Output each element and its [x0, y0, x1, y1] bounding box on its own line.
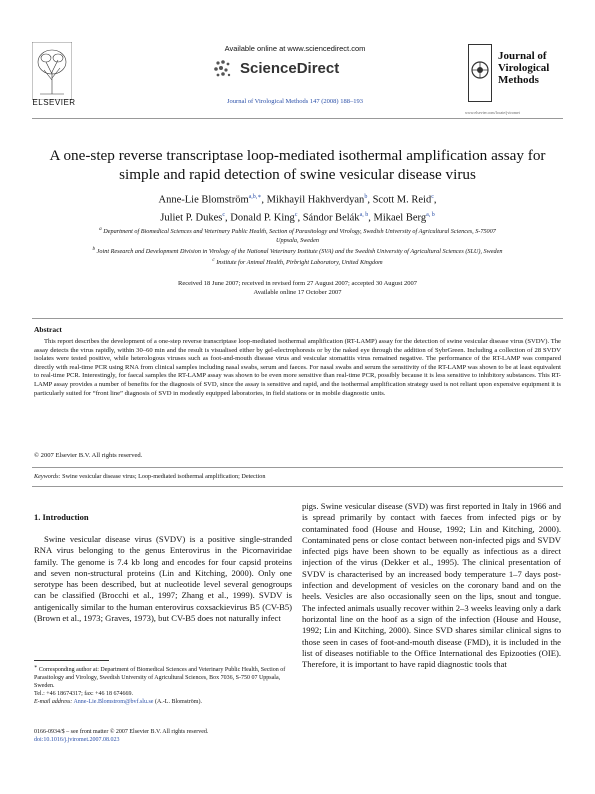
- affiliation-a: [90, 225, 505, 245]
- author-line-1: [60, 190, 535, 208]
- author-name: Sándor Belák: [302, 212, 360, 223]
- author-affil-mark[interactable]: c: [431, 194, 434, 200]
- footnote-text: Corresponding author at: Department of Biomedical Sciences and Veterinary Public Health, Section of Parasitology and Virology, Swedish University of Agricultural Sciences, Box 7036, S-750 07 Uppsala, Sweden.: [34, 667, 286, 689]
- email-link[interactable]: Anne-Lie.Blomstrom@bvf.slu.se: [73, 699, 154, 705]
- author-separator: ,: [368, 212, 374, 223]
- author-name: Mikael Berg: [373, 212, 427, 223]
- author-affil-mark[interactable]: a, b: [359, 211, 369, 218]
- affiliations: [90, 225, 505, 267]
- abstract-divider: [32, 318, 563, 319]
- affiliation-text: Department of Biomedical Sciences and Veterinary Public Health, Section of Parasitology and Virology, Swedish University of Agricultural Sciences, S-75007 Uppsala, Sweden: [103, 228, 496, 245]
- keywords-divider: [32, 467, 563, 468]
- footnote-email-line: [34, 698, 292, 706]
- issn-block: [34, 728, 294, 744]
- keywords-bottom-divider: [32, 486, 563, 487]
- affiliation-mark: a: [99, 226, 102, 232]
- footnote-mark: ∗: [34, 665, 38, 670]
- intro-heading: 1. Introduction: [34, 512, 89, 522]
- affiliation-text: Joint Research and Development Division in Virology of the National Veterinary Institute (SVA) and the Swedish University of Agricultural Sciences (SLU), Sweden: [96, 248, 503, 256]
- email-suffix: (A.-L. Blomström).: [153, 699, 202, 705]
- affiliation-b: [90, 245, 505, 256]
- affiliation-text: Institute for Animal Health, Pirbright Laboratory, United Kingdom: [216, 259, 383, 267]
- keywords-label: Keywords:: [34, 473, 61, 480]
- author-affil-mark[interactable]: a, b: [426, 211, 435, 218]
- abstract-heading: Abstract: [34, 325, 62, 334]
- author-separator: ,: [225, 212, 231, 223]
- keywords-text: Swine vesicular disease virus; Loop-mediated isothermal amplification; Detection: [60, 473, 266, 480]
- available-date: Available online 17 October 2007: [253, 288, 342, 296]
- elsevier-tree-logo-icon: [32, 42, 72, 100]
- author-line-2: [60, 208, 535, 226]
- email-label: E-mail address:: [34, 699, 73, 705]
- issn-line: 0166-0934/$ – see front matter © 2007 Elsevier B.V. All rights reserved.: [34, 729, 209, 735]
- author-name: Scott M. Reid: [372, 194, 432, 206]
- article-dates: [120, 280, 475, 297]
- author-separator: ,: [261, 194, 267, 206]
- abstract-copyright: © 2007 Elsevier B.V. All rights reserved.: [34, 452, 143, 459]
- author-separator: ,: [367, 194, 373, 206]
- author-separator: ,: [297, 212, 303, 223]
- author-affil-mark[interactable]: a,b,∗: [248, 194, 262, 200]
- doi-link[interactable]: doi:10.1016/j.jviromet.2007.08.023: [34, 737, 120, 743]
- journal-name: Journal of Virological Methods: [498, 50, 550, 86]
- author-name: Donald P. King: [230, 212, 295, 223]
- affiliation-c: [90, 256, 505, 267]
- author-list: [60, 190, 535, 225]
- footnote-body: [34, 664, 292, 690]
- abstract-text: This report describes the development of a one-step reverse transcriptase loop-mediated isothermal amplification (RT-LAMP) assay for the detection of swine vesicular disease virus (SVDV). The assay detects the virus rapidly, within 30–60 min and the result is visualised either by gel-electrophoresis or by the naked eye through the addition of SybrGreen. Including a collection of 28 SVDV isolates were tested positive, while heterologous viruses such as foot-and-mouth disease virus and vesicular stomatitis virus remained negative. The performance of the RT-LAMP was compared directly with real-time PCR using RNA from clinical samples including nasal swabs, serum and faeces. For nasal swabs and serum the sensitivity of the RT-LAMP was shown to be at least equivalent to real-time PCR. Interestingly, for faecal samples the RT-LAMP assay was shown to be even more sensitive than real-time PCR, possibly because it is less sensitive to inhibitory substances. This RT-LAMP assay provides a number of benefits for the diagnosis of SVD, since the assay is sensitive and rapid, and the isothermal amplification strategy used is not reliant upon expensive equipment it is particularly suited for “front line” diagnosis of SVD in modestly equipped laboratories, in field stations or in mobile diagnostic units.: [34, 338, 561, 397]
- sciencedirect-wordmark: ScienceDirect: [240, 60, 340, 77]
- publisher-wordmark: ELSEVIER: [32, 98, 76, 107]
- author-affil-mark[interactable]: b: [364, 194, 368, 200]
- intro-left-column: Swine vesicular disease virus (SVDV) is a positive single-stranded RNA virus belonging to the genus Enterovirus in the Picornaviridae family. The genome is 7.4 kb long and encodes for four capsid proteins and seven non-structural proteins (Lin and Kitching, 2000). Only one serotype has been described, but at nucleotide level several genogroups can be classified (Brocchi et al., 1997; Zhang et al., 1999). SVDV is antigenically similar to the human enterovirus coxsackievirus B5 (CV-B5) (Brown et al., 1973; Graves, 1973), but CV-B5 does not naturally infect: [34, 534, 292, 624]
- footnote-tel: Tel.: +46 18674317; fax: +46 18 674669.: [34, 691, 134, 697]
- journal-reference[interactable]: Journal of Virological Methods 147 (2008) 188–193: [227, 98, 363, 105]
- journal-url[interactable]: www.elsevier.com/locate/jviromet: [465, 110, 520, 115]
- author-name: Juliet P. Dukes: [160, 212, 223, 223]
- affiliation-mark: c: [212, 257, 215, 264]
- author-name: Anne-Lie Blomström: [158, 194, 249, 206]
- author-separator: ,: [433, 194, 437, 206]
- paper-title: A one-step reverse transcriptase loop-mediated isothermal amplification assay for simple and rapid detection of swine vesicular disease virus: [49, 147, 546, 183]
- author-affil-mark[interactable]: c: [222, 211, 226, 218]
- author-affil-mark[interactable]: c: [294, 211, 298, 218]
- affiliation-mark: b: [92, 246, 96, 253]
- corresponding-author-footnote: [34, 664, 292, 706]
- header-divider: [32, 118, 563, 119]
- author-name: Mikhayil Hakhverdyan: [266, 194, 365, 206]
- keywords: [34, 473, 265, 480]
- received-dates: Received 18 June 2007; received in revised form 27 August 2007; accepted 30 August 2007: [177, 280, 417, 287]
- journal-cover-logo-icon: [468, 44, 492, 102]
- available-online-text: Available online at www.sciencedirect.com: [224, 44, 366, 53]
- footnote-rule: [34, 660, 109, 661]
- intro-right-column: pigs. Swine vesicular disease (SVD) was first reported in Italy in 1966 and is spread primarily by contact with faeces from infected pigs or by contaminated food (House and House, 1992; Lin and Kitching, 2000). Contaminated pens or close contact between non-infected pigs and SVDV infected pigs have been shown to be equally as infectious as a direct injection of the virus (Dekker et al., 1995). The clinical presentation of SVDV is characterised by an increased body temperature 1–7 days post-infection and development of vesicles on the coronary band and on the heels. Vesicles are also occasionally seen on the lips, snout and tongue. The infected animals usually recover within 2–3 weeks leaving only a dark horizontal line on the hoof as a sign of the infection (House and House, 1992; Lin and Kitching, 2000). Since SVD shares similar clinical signs to those seen in cases of foot-and-mouth disease (FMD), it is included in the list of diseases notifiable to the Office International des Epizooties (OIE). Therefore, it is important to have rapid diagnostic tools that: [302, 501, 561, 670]
